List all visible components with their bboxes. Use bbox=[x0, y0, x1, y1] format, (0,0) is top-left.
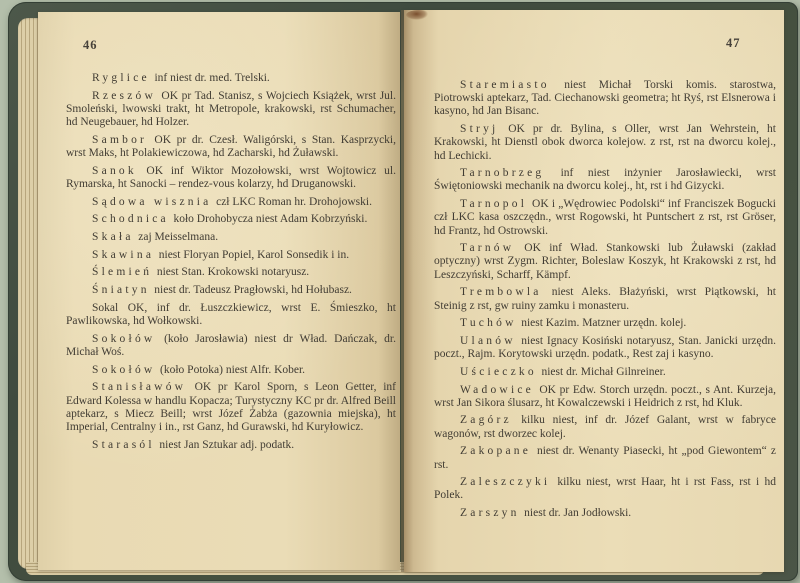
town-name: Trembowla bbox=[460, 286, 542, 299]
directory-entry: Stanisławów OK pr Karol Sporn, s Leon Getter, inf Edward Kolessa w handlu Kopacza; Turystyczny KC pr dr. Alfred Beill aptekarz, s Miecz Beill; wrst Józef Żabża (gazownia miejska), ht Imperial, Centralny i in., rst Ganz, hd Gurawski, hd Kuryłowicz. bbox=[66, 381, 396, 433]
directory-entry: Trembowla niest Aleks. Błażyński, wrst Piątkowski, ht Steinig z rst, gw ruiny zamku i monasteru. bbox=[434, 286, 776, 312]
page-right bbox=[404, 10, 784, 572]
town-name: Wadowice bbox=[460, 383, 535, 396]
town-name: Schodnica bbox=[92, 213, 169, 226]
directory-entry: Schodnica koło Drohobycza niest Adam Kobrzyński. bbox=[92, 213, 368, 226]
stain-mark bbox=[406, 10, 432, 20]
directory-entry: Sokal OK, inf dr. Łuszczkiewicz, wrst E. Śmieszko, ht Pawlikowska, hd Wołkowski. bbox=[66, 301, 396, 328]
directory-entry: Ślemień niest Stan. Krokowski notaryusz. bbox=[92, 266, 310, 279]
town-name: Tuchów bbox=[460, 317, 517, 330]
town-name: Stanisławów bbox=[92, 381, 187, 394]
directory-entry: Sądowa wisznia czł LKC Roman hr. Drohojowski. bbox=[92, 195, 372, 208]
town-name: Zaleszczyki bbox=[460, 476, 551, 489]
page-right-text bbox=[434, 79, 776, 525]
page-left bbox=[38, 12, 400, 570]
town-name: Sokal bbox=[92, 301, 119, 314]
directory-entry: Tarnobrzeg inf niest inżynier Jarosławiecki, wrst Świętoniowski mechanik na dworcu kolej., ht, rst i hd Gizycki. bbox=[434, 167, 776, 193]
directory-entry: Staremiasto niest Michał Torski komis. starostwa, Piotrowski aptekarz, Tad. Ciechanowski geometra; ht Ryś, rst Elsnerowa i kasyno, hd Jan Bisanc. bbox=[434, 79, 776, 118]
town-name: Śniatyn bbox=[92, 284, 150, 297]
town-name: Tarnobrzeg bbox=[460, 167, 545, 180]
town-name: Staremiasto bbox=[460, 79, 550, 91]
directory-entry: Sokołów (koło Potoka) niest Alfr. Kober. bbox=[92, 363, 306, 376]
book-cover bbox=[8, 2, 798, 581]
directory-entry: Wadowice OK pr Edw. Storch urzędn. poczt., s Ant. Kurzeja, wrst Jan Sikora ślusarz, ht Kowalczewski i Heidrich z rst, hd Kluk. bbox=[434, 383, 776, 409]
directory-entry: Tarnów OK inf Wład. Stankowski lub Żuławski (zakład optyczny) wrst Zygm. Richter, Boleslaw Koszyk, ht Krakowski z rst, hd Leszczyński, Scharff, Kämpf. bbox=[434, 242, 776, 281]
page-stack-edge-left bbox=[18, 18, 40, 569]
directory-entry: Sanok OK inf Wiktor Mozołowski, wrst Wojtowicz ul. Rymarska, ht Sanocki – rendez-vous kolarzy, hd Druganowski. bbox=[66, 164, 396, 190]
directory-entry: Śniatyn niest dr. Tadeusz Pragłowski, hd Hołubasz. bbox=[92, 284, 352, 297]
town-name: Ryglice bbox=[92, 72, 150, 84]
directory-entry: Uścieczko niest dr. Michał Gilnreiner. bbox=[460, 365, 666, 378]
town-name: Sambor bbox=[92, 133, 148, 146]
directory-entry: Rzeszów OK pr Tad. Stanisz, s Wojciech Książek, wrst Jul. Smoleński, lwowski trakt, ht Metropole, krakowski, rst Schumacher, hd Neugebauer, hd Holzer. bbox=[66, 89, 396, 129]
book-gutter bbox=[401, 10, 404, 572]
page-number-right: 47 bbox=[726, 36, 741, 50]
directory-entry: Skawina niest Floryan Popiel, Karol Sonsedik i in. bbox=[92, 248, 350, 261]
town-name: Zarszyn bbox=[460, 507, 520, 520]
directory-entry: Zarszyn niest dr. Jan Jodłowski. bbox=[460, 507, 632, 520]
town-name: Sokołów bbox=[92, 332, 156, 345]
directory-entry: Skała zaj Meisselmana. bbox=[92, 231, 219, 244]
directory-entry: Zakopane niest dr. Wenanty Piasecki, ht „pod Giewontem“ z rst. bbox=[434, 445, 776, 471]
town-name: Zakopane bbox=[460, 445, 532, 458]
directory-entry: Stryj OK pr dr. Bylina, s Oller, wrst Jan Wehrstein, ht Krakowski, ht Dienstl obok dworca kolejow. z rst, rst na dworcu kolej., hd Lechicki. bbox=[434, 123, 776, 162]
directory-entry: Tuchów niest Kazim. Matzner urzędn. kolej. bbox=[460, 317, 687, 330]
page-number-left: 46 bbox=[83, 38, 98, 52]
town-name: Sokołów bbox=[92, 363, 156, 376]
town-name: Tarnów bbox=[460, 242, 515, 255]
town-name: Sanok bbox=[92, 164, 137, 177]
town-name: Starasól bbox=[92, 438, 155, 451]
directory-entry: Tarnopol OK i „Wędrowiec Podolski“ inf Franciszek Bogucki czł LKC kasa oszczędn., wrst Rogowski, ht Puntschert z rst, rst Gröser, hd Frantz, hd Ostrowski. bbox=[434, 198, 776, 237]
directory-entry: Sambor OK pr dr. Czesł. Waligórski, s Stan. Kasprzycki, wrst Maks, ht Polakiewiczowa, hd Zacharski, hd Żuławski. bbox=[66, 133, 396, 160]
directory-entry: Zaleszczyki kilku niest, wrst Haar, ht i rst Fass, rst i hd Polek. bbox=[434, 476, 776, 502]
directory-entry: Sokołów (koło Jarosławia) niest dr Wład. Dańczak, dr. Michał Woś. bbox=[66, 332, 396, 358]
page-left-text bbox=[66, 72, 396, 456]
directory-entry: Starasól niest Jan Sztukar adj. podatk. bbox=[92, 438, 295, 451]
town-name: Ślemień bbox=[92, 266, 153, 279]
town-name: Zagórz bbox=[460, 414, 512, 427]
town-name: Ulanów bbox=[460, 334, 516, 347]
town-name: Rzeszów bbox=[92, 89, 157, 102]
directory-entry: Ryglice inf niest dr. med. Trelski. bbox=[92, 72, 270, 84]
town-name: Uścieczko bbox=[460, 365, 537, 378]
town-name: Tarnopol bbox=[460, 198, 528, 211]
town-name: Stryj bbox=[460, 123, 499, 136]
town-name: Skawina bbox=[92, 248, 155, 261]
town-name: Sądowa wisznia bbox=[92, 195, 212, 208]
directory-entry: Zagórz kilku niest, inf dr. Józef Galant, wrst w fabryce wagonów, rst dworzec kolej. bbox=[434, 414, 776, 440]
directory-entry: Ulanów niest Ignacy Kosiński notaryusz, Stan. Janicki urzędn. poczt., Rajm. Korytowski urzędn. podatk., Rest zaj i kasyno. bbox=[434, 334, 776, 361]
town-name: Skała bbox=[92, 231, 134, 244]
